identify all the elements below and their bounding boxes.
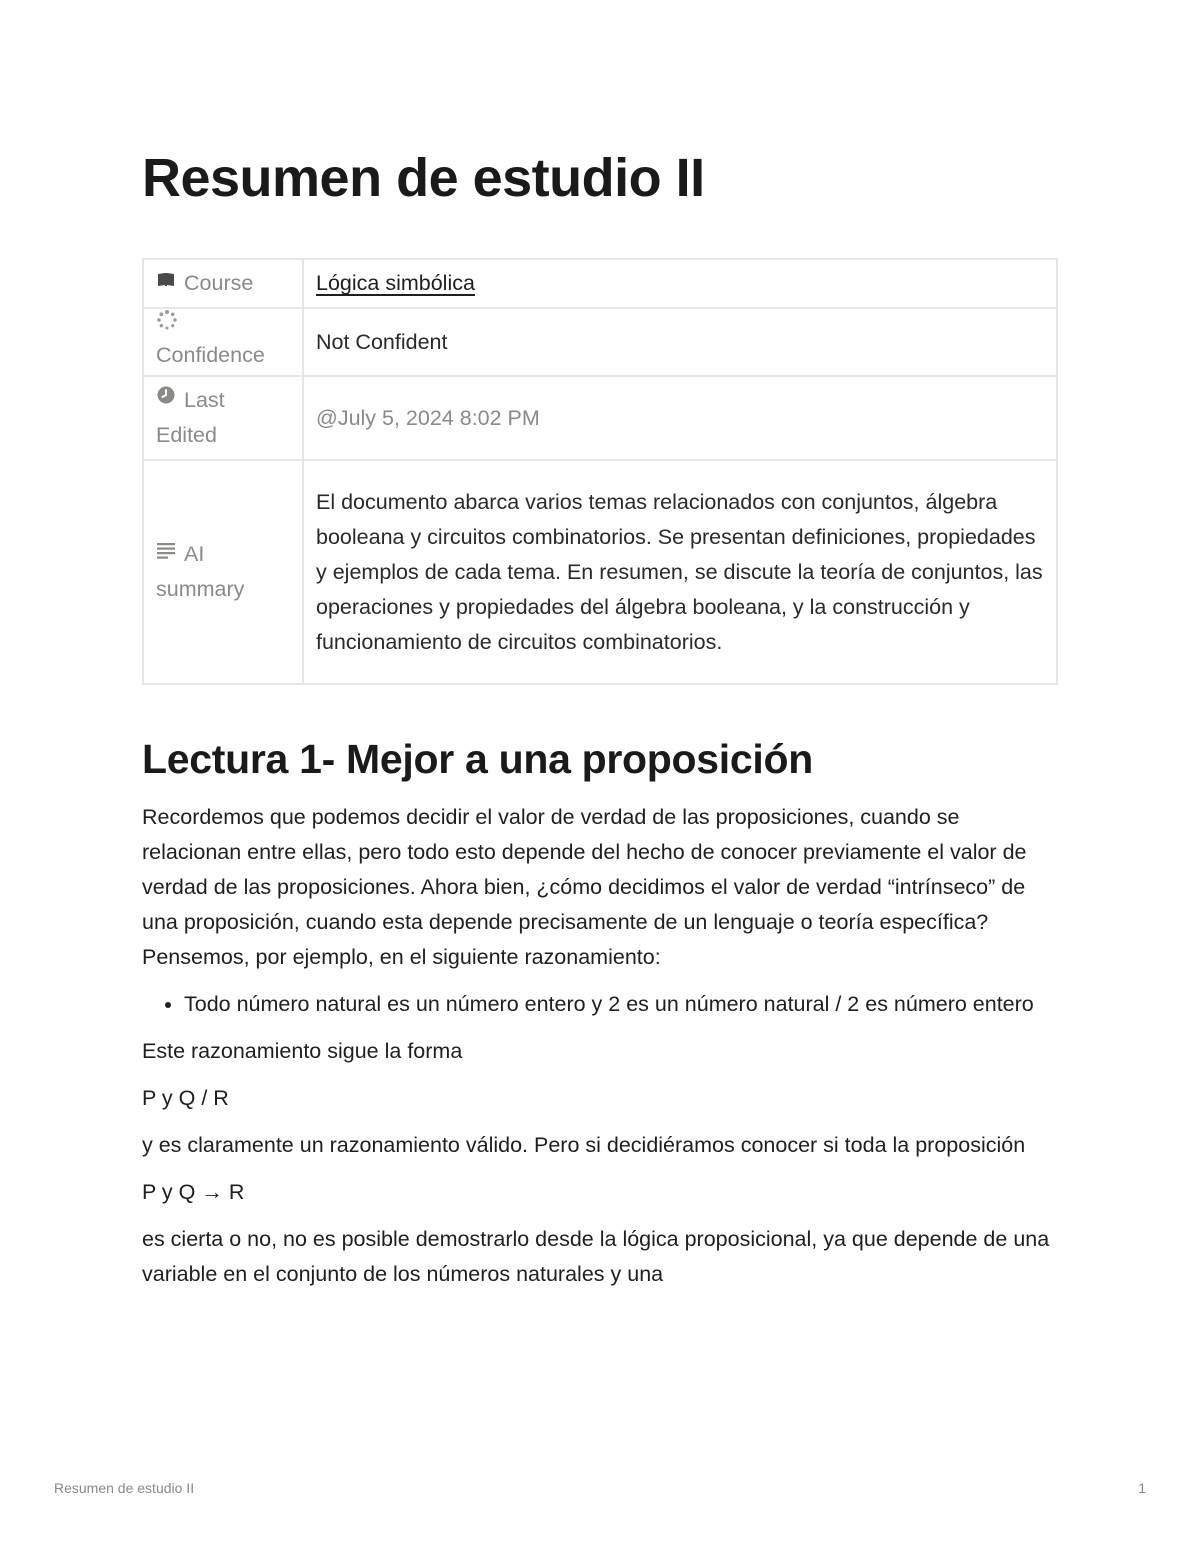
clock-icon [156,381,176,416]
property-label-ai-summary-2: summary [156,577,245,602]
footer-doc-name: Resumen de estudio II [54,1480,195,1496]
paragraph-conclusion: es cierta o no, no es posible demostrarlo desde la lógica proposicional, ya que depende de una variable en el conjunto de los números naturales y una [142,1227,1050,1286]
property-key-last-edited [143,376,303,460]
list-item: • Todo número natural es un número entero y 2 es un número natural / 2 es número entero [184,987,1058,1022]
properties-table [142,258,1058,685]
property-row-ai-summary [143,460,1057,684]
property-row-last-edited [143,376,1057,460]
paragraph-intro: Recordemos que podemos decidir el valor de verdad de las proposiciones, cuando se relacionan entre ellas, pero todo esto depende del hecho de conocer previamente el valor de verdad de las proposiciones. Ahora bien, ¿cómo decidimos el valor de verdad “intrínseco” de una proposición, cuando esta depende precisamente de un lenguaje o teoría específica? Pensemos, por ejemplo, en el siguiente razonamiento: [142,805,1027,969]
document-body [142,730,1058,1304]
property-key-ai-summary [143,460,303,684]
paragraph-valid: y es claramente un razonamiento válido. Pero si decidiéramos conocer si toda la proposición [142,1133,1026,1157]
text-lines-icon [156,535,176,570]
property-key-confidence [143,308,303,376]
property-label-last-edited-2: Edited [156,423,217,448]
property-key-course [143,259,303,308]
paragraph-form: Este razonamiento sigue la forma [142,1039,463,1063]
property-row-course [143,259,1057,308]
page-title: Resumen de estudio II [142,148,705,208]
property-label-ai-summary-1: AI [184,541,205,566]
spinner-icon [156,309,178,336]
property-label-last-edited-1: Last [184,387,225,412]
property-value-course [303,259,1057,308]
course-link[interactable]: Lógica simbólica [316,271,475,295]
bullet-list [142,987,1058,1022]
property-row-confidence [143,308,1057,376]
footer-page-number: 1 [1138,1480,1146,1496]
section-heading: Lectura 1- Mejor a una proposición [142,736,813,782]
property-label-confidence: Confidence [156,343,265,367]
formula-argument: P y Q / R [142,1086,229,1110]
property-value-last-edited [303,376,1057,460]
property-value-confidence: Not Confident [303,308,1057,376]
formula-conditional: P y Q → R [142,1180,245,1204]
book-icon [156,264,176,299]
property-value-ai-summary: El documento abarca varios temas relacionados con conjuntos, álgebra booleana y circuitos combinatorios. Se presentan definiciones, propiedades y ejemplos de cada tema. En resumen, se discute la teoría de conjuntos, las operaciones y propiedades del álgebra booleana, y la construcción y funcionamiento de circuitos combinatorios. [303,460,1057,684]
date-mention[interactable]: @July 5, 2024 8:02 PM [316,405,540,430]
property-label-course: Course [184,270,254,295]
